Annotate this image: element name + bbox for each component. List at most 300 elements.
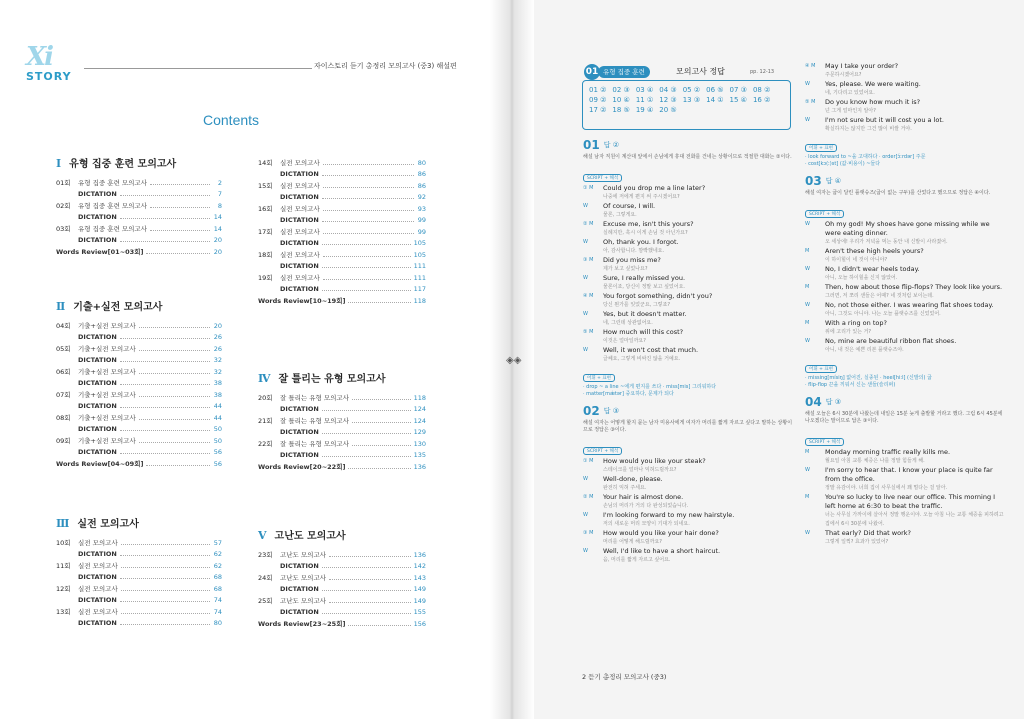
script-line [583,310,793,319]
toc-page-number: 124 [413,416,426,425]
english-line: Oh, thank you. I forgot. [603,238,679,246]
speaker: W [583,239,588,245]
toc-row[interactable] [56,221,222,233]
english-line: Your hair is almost done. [603,493,684,501]
script-line [583,511,793,520]
contents-title: Contents [203,112,260,128]
toc-row[interactable] [56,445,222,457]
english-line: Monday morning traffic really kills me. [825,448,951,456]
toc-row-title: DICTATION [78,190,117,198]
toc-section-heading [258,527,426,542]
toc-row-title: 기출+실전 모의고사 [78,390,136,399]
toc-row[interactable] [56,547,222,559]
toc-row[interactable] [56,616,222,628]
toc-row[interactable] [56,198,222,210]
toc-page-number: 32 [213,367,222,376]
korean-translation: 아니, 오늘 하이힐을 신지 않았어. [825,275,898,281]
korean-translation: 아니, 그것도 아니야. 나는 오늘 플랫슈즈를 신었었어. [825,311,941,317]
question-number: 04 [805,395,822,409]
toc-row-title: DICTATION [280,216,319,224]
toc-leader [323,256,411,257]
toc-row-title: DICTATION [78,425,117,433]
answer-key-box [582,80,791,130]
script-line [583,256,793,265]
english-line: No, not those either. I was wearing flat shoes today. [825,301,994,309]
korean-translation: 아, 감사합니다. 깜빡했네요. [603,248,665,254]
toc-row-title: 유형 집중 훈련 모의고사 [78,224,147,233]
toc-leader [329,556,411,557]
toc-page-number: 44 [213,413,222,422]
script-line [805,220,1005,238]
script-line [805,448,1005,457]
toc-row[interactable] [56,210,222,222]
script-tag: SCRIPT + 해석 [583,447,622,455]
english-line: You forgot something, didn't you? [603,292,713,300]
toc-row-number: 11회 [56,561,71,570]
toc-row-number: 04회 [56,321,71,330]
toc-row-number: 17회 [258,227,273,236]
toc-section-title: 잘 틀리는 유형 모의고사 [278,374,386,385]
question-number: 02 [583,404,600,418]
toc-leader [139,442,210,443]
toc-page-number: 86 [417,170,426,178]
toc-row-title: DICTATION [280,239,319,247]
toc-row-title: DICTATION [280,285,319,293]
toc-leader [322,613,411,614]
toc-page-number: 142 [413,562,426,570]
toc-page-number: 111 [413,262,426,270]
toc-leader [150,207,210,208]
english-line: Oh my god! My shoes have gone missing while we were eating dinner. [825,220,990,237]
answer-item: 09 ② [589,96,607,104]
speaker: W [805,467,810,473]
toc-page-number: 38 [213,390,222,399]
toc-page-number: 44 [213,402,222,410]
toc-leader [322,267,411,268]
toc-row-title: Words Review[04~09회] [56,459,144,468]
toc-leader [120,384,210,385]
toc-page-number: 74 [213,607,222,616]
toc-leader [348,302,410,303]
script-tag: SCRIPT + 해석 [805,210,844,218]
english-line: Then, how about those flip-flops? They look like yours. [825,283,1003,291]
toc-row[interactable] [258,605,426,617]
toc-section-heading [56,515,222,530]
toc-row-title: 실전 모의고사 [280,250,320,259]
toc-row[interactable] [56,330,222,342]
toc-row-number: 23회 [258,550,273,559]
toc-page-number: 99 [417,227,426,236]
toc-row[interactable] [56,570,222,582]
speaker: W [583,203,588,209]
toc-row[interactable] [258,201,426,213]
toc-row[interactable] [56,376,222,388]
toc-leader [352,445,411,446]
toc-row[interactable] [258,459,426,471]
toc-row[interactable] [258,448,426,460]
toc-leader [120,430,210,431]
speaker: ⑤ M [805,99,816,105]
toc-row[interactable] [56,456,222,468]
toc-leader [322,221,414,222]
toc-section [56,155,222,256]
toc-page-number: 68 [213,584,222,593]
toc-leader [329,579,411,580]
question-answer: 답 ③ [603,407,619,415]
toc-row[interactable] [258,224,426,236]
script-line [583,238,793,247]
toc-roman-numeral: Ⅴ [258,529,267,542]
question-header [583,138,793,152]
toc-page-number: 143 [413,573,426,582]
toc-row-title: 고난도 모의고사 [280,550,327,559]
toc-page-number: 124 [413,405,426,413]
toc-row[interactable] [258,547,426,559]
vocab-line: · flip-flop 끈을 끼워서 신는 샌들(슬리퍼) [805,382,896,388]
toc-row[interactable] [56,410,222,422]
script-line [805,98,1005,107]
toc-row[interactable] [258,570,426,582]
answer-item: 17 ② [589,106,607,114]
pages-ref: pp. 12-13 [750,69,775,75]
toc-row-number: 15회 [258,181,273,190]
toc-row[interactable] [258,593,426,605]
toc-page-number: 118 [413,393,426,402]
toc-section [258,155,426,305]
toc-row[interactable] [56,353,222,365]
toc-row[interactable] [56,341,222,353]
toc-leader [120,624,210,625]
english-line: With a ring on top? [825,319,887,327]
toc-row[interactable] [258,413,426,425]
toc-row-title: 잘 틀리는 유형 모의고사 [280,439,349,448]
toc-leader [120,453,210,454]
question-answer: 답 ④ [825,177,841,185]
toc-row[interactable] [258,247,426,259]
toc-row-title: 실전 모의고사 [78,584,118,593]
toc-row[interactable] [56,364,222,376]
script-line [805,466,1005,484]
toc-row-title: DICTATION [280,608,319,616]
english-line: Well, it won't cost that much. [603,346,699,354]
toc-leader [352,422,411,423]
toc-row[interactable] [258,582,426,594]
korean-translation: 넌 그게 얼마인지 알아? [825,108,876,114]
toc-row[interactable] [258,270,426,282]
toc-page-number: 62 [213,550,222,558]
toc-row-number: 10회 [56,538,71,547]
right-column-2 [805,62,1005,547]
english-line: Do you know how much it is? [825,98,921,106]
question-explanation: 해설 남자 직원이 계산대 앞에서 손님에게 휴대 전화를 건네는 상황이므로 적절한 대화는 ②이다. [583,154,792,160]
speaker: ④ M [583,293,594,299]
answer-item: 16 ② [752,96,771,104]
toc-row-number: 02회 [56,201,71,210]
toc-page-number: 136 [413,550,426,559]
toc-row[interactable] [258,390,426,402]
korean-translation: 오 세상에! 우리가 저녁을 먹는 동안 내 신발이 사라졌어. [825,239,948,245]
korean-translation: 아니, 내 것은 예쁜 리본 플랫슈즈야. [825,347,904,353]
korean-translation: 정말 유감이야. 너희 집이 사무실에서 꽤 멀다는 걸 알아. [825,485,948,491]
toc-leader [121,544,210,545]
toc-page-number: 57 [213,538,222,547]
script-line [805,493,1005,511]
toc-page-number: 156 [413,619,426,628]
question-explanation: 해설 오늘은 6시 30분에 나왔는데 내일은 15분 늦게 출발할 거라고 했다. 그럼 6시 45분에 나오겠다는 말이므로 답은 ③이다. [805,411,1003,424]
toc-row-title: DICTATION [280,262,319,270]
toc-leader [120,361,210,362]
question-explanation: 해설 여자는 굽이 달린 플랫슈즈(굽이 없는 구두)를 산었다고 했으므로 정답은 ④이다. [805,190,991,196]
korean-translation: 실례지만, 혹시 이게 손님 것 아닌가요? [603,230,688,236]
badge-number: 01 [584,64,600,80]
script-line [583,346,793,355]
question-number: 01 [583,138,600,152]
toc-page-number: 117 [413,285,426,293]
answer-item: 08 ② [752,86,771,94]
english-line: I'm looking forward to my new hairstyle. [603,511,735,519]
toc-row[interactable] [258,559,426,571]
korean-translation: 제가 보고 싶었나요? [603,266,648,272]
toc-row[interactable] [258,436,426,448]
korean-translation: 손님의 머리가 거의 다 완성되었습니다. [603,503,689,509]
answer-item: 15 ④ [729,96,747,104]
toc-section-title: 유형 집중 훈련 모의고사 [69,159,177,170]
toc-page-number: 50 [213,425,222,433]
toc-row[interactable] [258,282,426,294]
answer-item: 14 ① [706,96,724,104]
toc-leader [139,396,210,397]
toc-row[interactable] [56,233,222,245]
toc-leader [323,187,414,188]
script-line [583,220,793,229]
toc-page-number: 93 [417,204,426,213]
toc-row[interactable] [56,175,222,187]
toc-page-number: 32 [213,356,222,364]
toc-leader [120,555,210,556]
toc-row[interactable] [56,422,222,434]
korean-translation: 그렇게 일찍? 효과가 있었어? [825,539,889,545]
toc-row-title: 실전 모의고사 [280,181,320,190]
toc-row-title: DICTATION [78,619,117,627]
toc-leader [146,465,210,466]
speaker: ④ M [805,63,816,69]
toc-row[interactable] [56,244,222,256]
toc-row[interactable] [56,387,222,399]
toc-leader [322,410,411,411]
speaker: ③ M [583,530,594,536]
toc-leader [120,407,210,408]
toc-section-title: 고난도 모의고사 [274,531,346,542]
toc-row[interactable] [56,558,222,570]
toc-row[interactable] [56,604,222,616]
korean-translation: 확실하지는 않지만 그건 많이 비쌀 거야. [825,126,912,132]
script-line [805,301,1005,310]
toc-leader [120,195,210,196]
answer-item: 06 ⑤ [706,86,724,94]
english-line: Aren't these high heels yours? [825,247,924,255]
toc-leader [120,601,210,602]
toc-row[interactable] [56,399,222,411]
speaker: W [805,302,810,308]
english-line: Could you drop me a line later? [603,184,706,192]
toc-leader [121,567,210,568]
toc-leader [139,327,210,328]
speaker: W [583,311,588,317]
toc-leader [322,433,411,434]
toc-row[interactable] [258,259,426,271]
toc-leader [146,253,210,254]
toc-leader [120,578,210,579]
toc-leader [121,590,210,591]
english-line: Did you miss me? [603,256,661,264]
answer-item: 13 ③ [682,96,701,104]
script-line [583,547,793,556]
toc-roman-numeral: Ⅱ [56,300,66,313]
toc-leader [322,456,411,457]
page-header: 자이스토리 듣기 총정리 모의고사 (중3) 해설편 [314,62,457,70]
toc-roman-numeral: Ⅰ [56,157,62,170]
vocab-line: · drop ~ a line ~에게 편지를 쓰다 · miss[mis] 그리워하다 [583,384,717,390]
english-line: I'm sorry to hear that. I know your place is quite far from the office. [825,466,993,483]
toc-row-title: DICTATION [78,573,117,581]
speaker: W [805,338,810,344]
script-line [805,116,1005,125]
question-header [805,174,1005,188]
script-line [583,292,793,301]
toc-row[interactable] [258,425,426,437]
toc-row[interactable] [258,167,426,179]
korean-translation: 글쎄요, 그렇게 비싸진 않을 거예요. [603,356,681,362]
speaker: ⑤ M [583,329,594,335]
toc-section-title: 실전 모의고사 [77,519,139,530]
toc-section [258,370,426,471]
toc-row[interactable] [258,236,426,248]
toc-row-title: Words Review[20~22회] [258,462,346,471]
korean-translation: 스테이크를 얼마나 익혀드릴까요? [603,467,677,473]
answer-item: 07 ③ [729,86,747,94]
toc-row-title: DICTATION [280,170,319,178]
toc-page-number: 80 [213,619,222,627]
toc-row[interactable] [56,593,222,605]
speaker: W [583,548,588,554]
toc-leader [139,419,210,420]
toc-page-number: 105 [413,250,426,259]
speaker: ① M [583,458,594,464]
toc-row-title: DICTATION [78,236,117,244]
toc-section [56,298,222,468]
toc-page-number: 20 [213,247,222,256]
answer-item: 20 ⑤ [659,106,677,114]
toc-row[interactable] [56,581,222,593]
script-line [805,265,1005,274]
toc-row-title: 유형 집중 훈련 모의고사 [78,178,147,187]
toc-page-number: 56 [213,448,222,456]
toc-row[interactable] [258,155,426,167]
speaker: W [805,117,810,123]
toc-leader [323,210,414,211]
toc-row-title: 고난도 모의고사 [280,596,327,605]
toc-leader [322,290,411,291]
logo-mark: Xi [26,42,53,72]
toc-page-number: 8 [217,201,222,210]
right-column-1 [583,132,793,565]
speaker: W [583,275,588,281]
english-line: How would you like your hair done? [603,529,719,537]
toc-row-title: 잘 틀리는 유형 모의고사 [280,416,349,425]
toc-row-title: DICTATION [78,448,117,456]
toc-row-title: DICTATION [280,428,319,436]
toc-leader [139,350,210,351]
toc-row-title: Words Review[10~19회] [258,296,346,305]
toc-page-number: 2 [217,178,222,187]
toc-page-number: 105 [413,239,426,247]
toc-row[interactable] [258,293,426,305]
script-line [805,62,1005,71]
toc-page-number: 136 [413,462,426,471]
toc-row[interactable] [258,616,426,628]
vocab-line: · cost[kɔ(ː)st] (값·비용이) ~들다 [805,161,881,167]
toc-row-title: DICTATION [280,562,319,570]
toc-row[interactable] [56,433,222,445]
toc-row[interactable] [258,213,426,225]
toc-leader [329,602,411,603]
english-line: May I take your order? [825,62,899,70]
english-line: Well, I'd like to have a short haircut. [603,547,721,555]
toc-page-number: 20 [213,236,222,244]
answer-item: 19 ④ [635,106,654,114]
toc-page-number: 20 [213,321,222,330]
speaker: M [805,284,810,290]
toc-row[interactable] [258,402,426,414]
toc-row-number: 19회 [258,273,273,282]
script-line [805,247,1005,256]
speaker: W [583,476,588,482]
korean-translation: 주문하시겠어요? [825,72,862,78]
toc-row[interactable] [56,318,222,330]
toc-page-number: 99 [417,216,426,224]
toc-row-number: 01회 [56,178,71,187]
script-line [805,337,1005,346]
speaker: W [805,530,810,536]
script-line [805,80,1005,89]
toc-row-number: 05회 [56,344,71,353]
english-line: Well-done, please. [603,475,663,483]
english-line: Yes, but it doesn't matter. [603,310,687,318]
speaker: W [805,81,810,87]
script-tag: SCRIPT + 해석 [805,438,844,446]
toc-row[interactable] [56,187,222,199]
answer-item: 02 ③ [612,86,630,94]
toc-leader [322,567,411,568]
toc-row-title: 기출+실전 모의고사 [78,436,136,445]
vocab-tag: 어휘 + 표현 [805,365,837,373]
english-line: That early? Did that work? [825,529,911,537]
script-line [583,274,793,283]
toc-row-title: 실전 모의고사 [78,561,118,570]
answer-item: 18 ⑤ [612,106,630,114]
toc-row-title: DICTATION [78,213,117,221]
toc-row-title: 기출+실전 모의고사 [78,413,136,422]
toc-row[interactable] [56,535,222,547]
toc-page-number: 135 [413,451,426,459]
toc-page-number: 118 [413,296,426,305]
answer-item: 10 ④ [612,96,630,104]
toc-leader [322,590,411,591]
toc-row[interactable] [258,178,426,190]
script-line [583,328,793,337]
toc-row[interactable] [258,190,426,202]
toc-row-number: 06회 [56,367,71,376]
